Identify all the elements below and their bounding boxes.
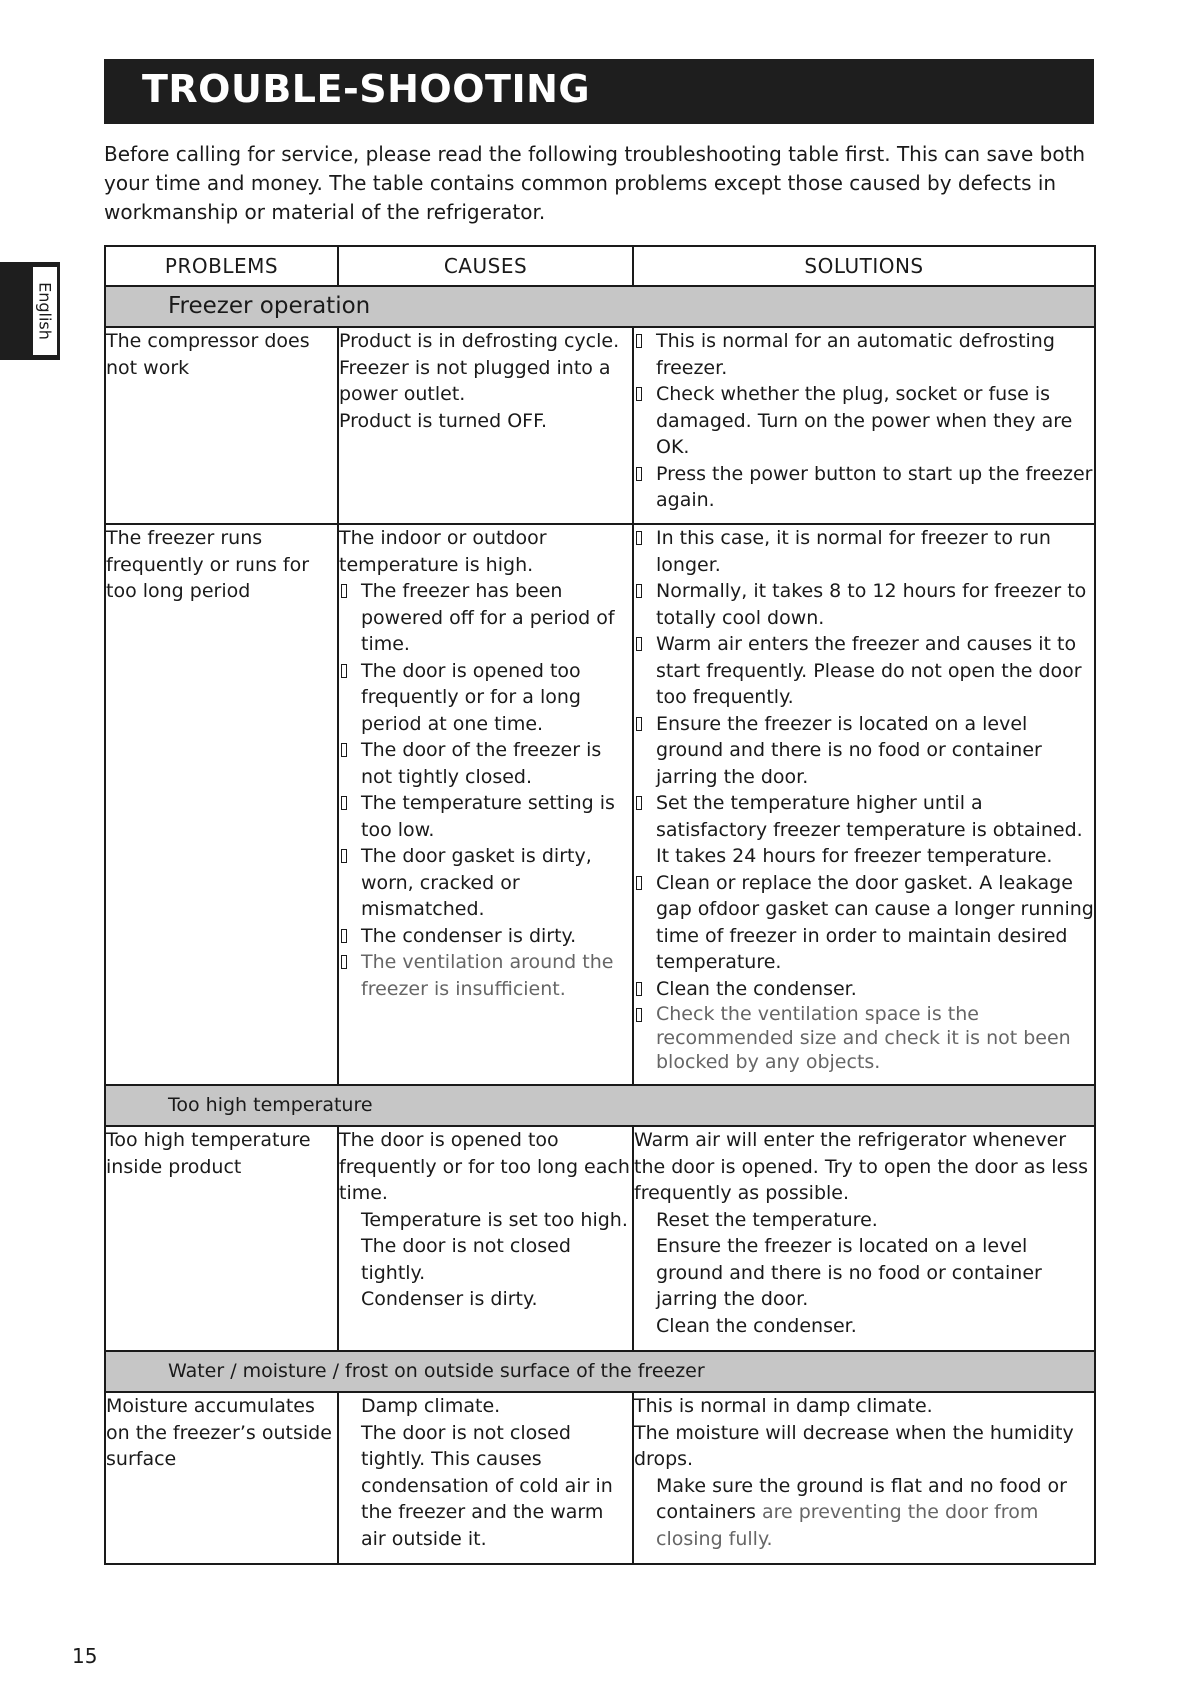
problem-cell: The freezer runs frequently or runs for too long period: [105, 524, 338, 1085]
solutions-list: [634, 328, 1094, 514]
cause-text: Freezer is not plugged into a power outlet.: [339, 356, 611, 405]
list-item: Clean the condenser.: [634, 976, 1094, 1003]
cause-text: The door is not closed tightly.: [361, 1235, 571, 1284]
problem-cell: The compressor does not work: [105, 327, 338, 524]
cause-text: Product is in defrosting cycle.: [339, 330, 620, 352]
causes-cell: [338, 1392, 633, 1564]
list-item: The door is opened too frequently or for a long period at one time.: [339, 658, 632, 738]
solution-text-faded: are preventing the door from closing fully.: [656, 1501, 1039, 1550]
section-row: [105, 1351, 1095, 1392]
list-item: Clean or replace the door gasket. A leakage gap ofdoor gasket can cause a longer running time of freezer in order to maintain desired temperature.: [634, 870, 1094, 976]
table-header-row: [105, 246, 1095, 286]
section-title: Freezer operation: [105, 286, 1095, 327]
list-item: Press the power button to start up the freezer again.: [634, 461, 1094, 514]
list-item: The door of the freezer is not tightly closed.: [339, 737, 632, 790]
cause-text: Condenser is dirty.: [361, 1288, 538, 1310]
list-item: The temperature setting is too low.: [339, 790, 632, 843]
cause-text: Damp climate.: [361, 1395, 501, 1417]
list-item: The freezer has been powered off for a period of time.: [339, 578, 632, 658]
solution-intro: The moisture will decrease when the humidity drops.: [634, 1421, 1074, 1470]
page-title: TROUBLE-SHOOTING: [142, 67, 591, 111]
list-item: Warm air enters the freezer and causes it to start frequently. Please do not open the door too frequently.: [634, 631, 1094, 711]
solution-text-dark: Make sure the ground is flat and no food or containers: [656, 1474, 1067, 1523]
list-item: The condenser is dirty.: [339, 923, 632, 950]
title-bar: [104, 59, 1094, 124]
header-causes: CAUSES: [338, 246, 633, 286]
cause-intro: The indoor or outdoor temperature is high.: [339, 527, 547, 576]
section-title: Too high temperature: [105, 1085, 1095, 1126]
header-problems: PROBLEMS: [105, 246, 338, 286]
causes-cell: [338, 327, 633, 524]
language-label: English: [35, 282, 55, 340]
table-row: [105, 327, 1095, 524]
cause-text: Temperature is set too high.: [361, 1208, 628, 1231]
table-row: [105, 1126, 1095, 1351]
solution-intro: This is normal in damp climate.: [634, 1395, 933, 1417]
list-item: Set the temperature higher until a satisfactory freezer temperature is obtained. It takes 24 hours for freezer temperature.: [634, 790, 1094, 870]
section-title: Water / moisture / frost on outside surface of the freezer: [105, 1351, 1095, 1392]
causes-cell: [338, 1126, 633, 1351]
section-row: [105, 1085, 1095, 1126]
solutions-list: [634, 525, 1094, 1074]
list-item: In this case, it is normal for freezer to run longer.: [634, 525, 1094, 578]
causes-list: [339, 578, 632, 1002]
solution-text: Ensure the freezer is located on a level ground and there is no food or container jarring the door.: [656, 1235, 1042, 1310]
solution-text: [634, 1473, 1094, 1553]
cause-text: Product is turned OFF.: [339, 409, 547, 432]
list-item: Normally, it takes 8 to 12 hours for freezer to totally cool down.: [634, 578, 1094, 631]
problem-cell: Too high temperature inside product: [105, 1126, 338, 1351]
solutions-cell: [633, 1126, 1095, 1351]
solutions-cell: [633, 1392, 1095, 1564]
solutions-cell: [633, 327, 1095, 524]
cause-intro: The door is opened too frequently or for too long each time.: [339, 1129, 630, 1204]
list-item: This is normal for an automatic defrosting freezer.: [634, 328, 1094, 381]
table-row: [105, 524, 1095, 1085]
solutions-cell: [633, 524, 1095, 1085]
list-item: Ensure the freezer is located on a level ground and there is no food or container jarring the door.: [634, 711, 1094, 791]
page-number: 15: [72, 1644, 98, 1668]
list-item: Check the ventilation space is the recommended size and check it is not been blocked by any objects.: [634, 1002, 1094, 1074]
troubleshooting-table: [104, 245, 1096, 1565]
language-tab: [0, 262, 60, 360]
solution-text: Clean the condenser.: [656, 1314, 857, 1337]
table-row: [105, 1392, 1095, 1564]
causes-cell: [338, 524, 633, 1085]
list-item: The ventilation around the freezer is insufficient.: [339, 949, 632, 1002]
list-item: The door gasket is dirty, worn, cracked or mismatched.: [339, 843, 632, 923]
header-solutions: SOLUTIONS: [633, 246, 1095, 286]
section-row: [105, 286, 1095, 327]
problem-cell: Moisture accumulates on the freezer’s outside surface: [105, 1392, 338, 1564]
cause-text: The door is not closed tightly. This causes condensation of cold air in the freezer and the warm air outside it.: [361, 1421, 613, 1550]
list-item: Check whether the plug, socket or fuse is damaged. Turn on the power when they are OK.: [634, 381, 1094, 461]
intro-paragraph: Before calling for service, please read the following troubleshooting table first. This can save both your time and money. The table contains common problems except those caused by defects in workmanship or material of the refrigerator.: [104, 142, 1086, 224]
solution-text: Reset the temperature.: [656, 1208, 878, 1231]
solution-intro: Warm air will enter the refrigerator whenever the door is opened. Try to open the door as less frequently as possible.: [634, 1129, 1089, 1204]
